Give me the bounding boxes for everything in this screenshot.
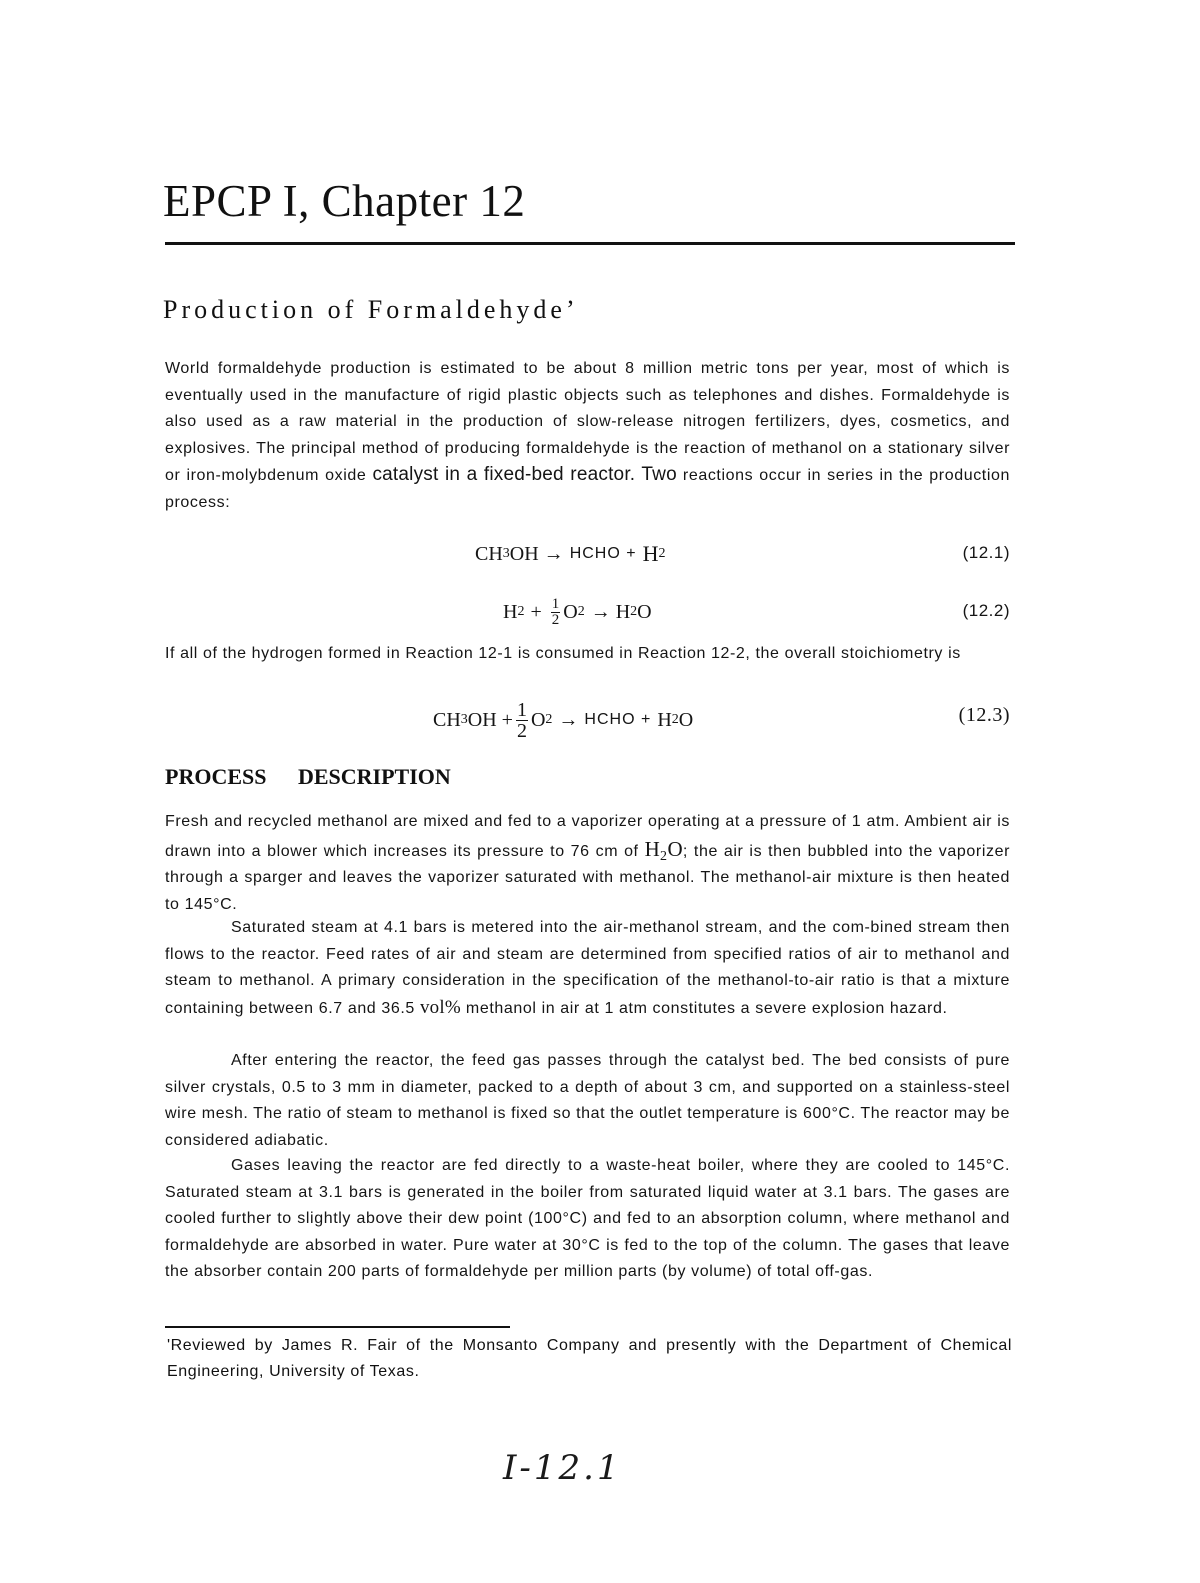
eq2-numerator: 1: [551, 595, 560, 612]
eq2-plus: +: [530, 600, 542, 623]
process-paragraph-1: [165, 809, 1010, 918]
eq3-h: H: [657, 708, 672, 731]
eq3-product: HCHO +: [584, 711, 652, 728]
p2-text-a: Saturated steam at 4.1 bars is metered into the air-methanol stream, and the com-bined stream then flows to the reactor. Feed rates of air and steam are determined from specified ratios of air to methanol and steam to methanol. A primary consideration in the specification of the methanol-to-air ratio is that a mixture containing between 6.7 and 36.5: [165, 919, 1010, 1017]
equation-12-1: CH 3 OH → HCHO + H 2 (12.1): [475, 541, 1010, 566]
equation-number-12-2: (12.2): [962, 601, 1010, 620]
chapter-subtitle: Production of Formaldehyde’: [163, 295, 579, 324]
eq3-left: CH: [433, 708, 461, 731]
eq3-o: O: [530, 708, 546, 731]
footnote-rule: [165, 1326, 510, 1328]
process-paragraph-3: After entering the reactor, the feed gas passes through the catalyst bed. The bed consists of pure silver crystals, 0.5 to 3 mm in diameter, packed to a depth of about 3 cm, and supported on a stainless-steel wire mesh. The ratio of steam to methanol is fixed so that the outlet temperature is 600°C. The reactor may be considered adiabatic.: [165, 1052, 1010, 1149]
p1-h: H: [644, 836, 660, 861]
eq3-end: O: [678, 708, 694, 731]
equation-number-12-1: (12.1): [962, 543, 1010, 562]
footnote: 'Reviewed by James R. Fair of the Monsanto Company and presently with the Department of Chemical Engineering, University of Texas.: [167, 1337, 1012, 1380]
p1-text-b: ; the air is then bubbled into the vaporizer through a sparger and leaves the vaporizer saturated with methanol. The methanol-air mixture is then heated to 145°C.: [165, 842, 1011, 913]
eq3-fraction: [516, 700, 528, 741]
eq1-product: HCHO +: [569, 545, 637, 562]
intro-text: World formaldehyde production is estimated to be about 8 million metric tons per year, most of which is eventually used in the manufacture of rigid plastic objects such as telephones and dishes. Formaldehyde is also used as a raw material in the production of slow-release nitrogen fertilizers, dyes, cosmetics, and explosives. The principal method of producing formaldehyde is the reaction of methanol on a stationary silver or iron-molybdenum oxide: [165, 360, 1010, 484]
p1-o: O: [667, 836, 683, 861]
eq3-arrow: →: [558, 708, 579, 731]
equation-12-3: CH 3 OH + $\frac{1}{2}$ O 2 → HCHO + H 2 O (12.3): [433, 698, 1010, 742]
title-rule: [165, 242, 1015, 245]
p2-vol: vol%: [419, 996, 461, 1018]
intro-paragraph: [165, 356, 1010, 516]
eq2-denominator: 2: [551, 611, 560, 628]
p1-text-a: Fresh and recycled methanol are mixed and fed to a vaporizer operating at a pressure of 1 atm. Ambient air is drawn into a blower which increases its pressure to 76 cm of: [165, 813, 1010, 860]
intro-text-end: reactions occur in series in the production process:: [165, 467, 1010, 511]
p2-text-b: methanol in air at 1 atm constitutes a severe explosion hazard.: [460, 999, 948, 1017]
bridge-paragraph: If all of the hydrogen formed in Reaction 12-1 is consumed in Reaction 12-2, the overall stoichiometry is: [165, 645, 961, 662]
intro-text-large: catalyst in a fixed-bed reactor. Two: [372, 464, 677, 485]
handwritten-page-number: I-12.1: [503, 1448, 622, 1488]
eq3-denominator: 2: [516, 719, 527, 742]
process-paragraph-4: Gases leaving the reactor are fed directly to a waste-heat boiler, where they are cooled to 145°C. Saturated steam at 3.1 bars is generated in the boiler from saturated liquid water at 3.1 bars. The gases are cooled further to slightly above their dew point (100°C) and fed to an absorption column, where methanol and formaldehyde are absorbed in water. Pure water at 30°C is fed to the top of the column. The gases that leave the absorber contain 200 parts of formaldehyde per million parts (by volume) of total off-gas.: [165, 1157, 1010, 1280]
eq2-h: H: [503, 600, 518, 623]
equation-number-12-3: (12.3): [958, 704, 1010, 726]
eq1-mid: OH →: [509, 542, 564, 565]
eq2-end: O: [637, 600, 652, 623]
eq2-arrow: → H: [590, 600, 631, 623]
equation-12-2: H 2 + $\frac{1}{2}$ O 2 → H 2 O (12.2): [503, 595, 1010, 628]
section-heading: PROCESS DESCRIPTION: [165, 764, 451, 789]
eq2-fraction: [551, 597, 561, 628]
p1-sub: 2: [659, 848, 668, 864]
eq1-left: CH: [475, 542, 503, 565]
eq3-numerator: 1: [516, 698, 527, 721]
eq3-mid: OH +: [467, 708, 513, 731]
eq1-h: H: [642, 541, 659, 566]
process-paragraph-2: [165, 915, 1010, 1022]
eq2-o: O: [563, 600, 578, 623]
page-title: EPCP I, Chapter 12: [163, 176, 526, 226]
